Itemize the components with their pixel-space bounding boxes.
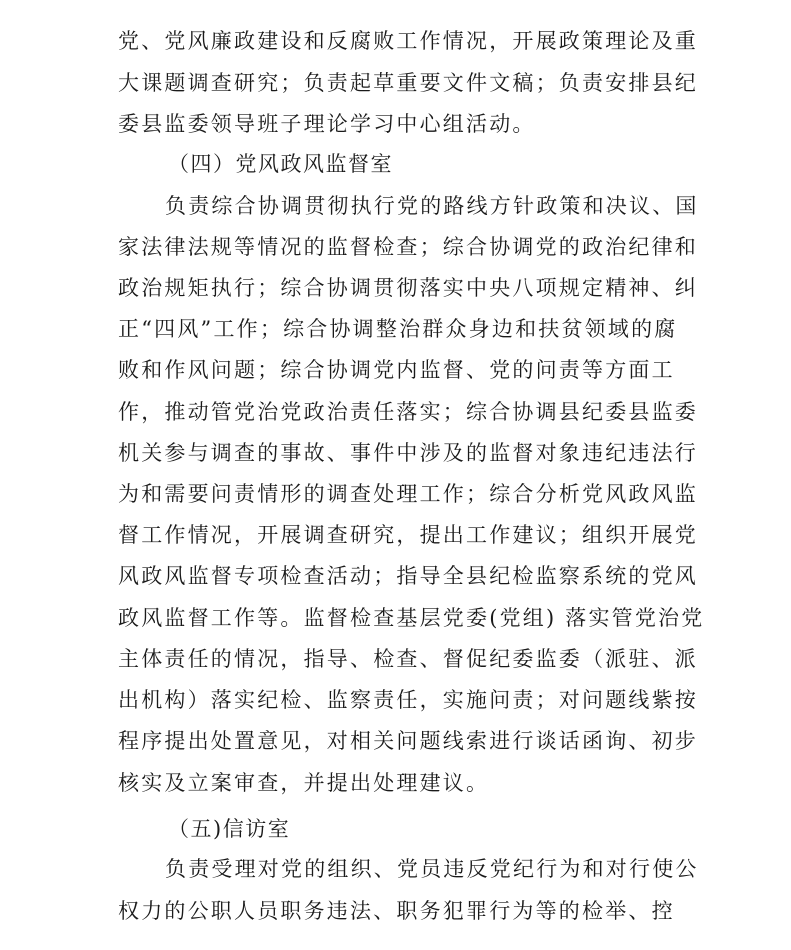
section-heading: （五)信访室 (168, 817, 291, 841)
paragraph-line: 政风监督工作等。监督检查基层党委(党组) 落实管党治党 (118, 606, 705, 630)
paragraph-line: 负责综合协调贯彻执行党的路线方针政策和决议、国 (165, 194, 699, 218)
paragraph-line: 主体责任的情况，指导、检查、督促纪委监委（派驻、派 (118, 647, 698, 671)
paragraph-line: 委县监委领导班子理论学习中心组活动。 (118, 112, 536, 136)
paragraph-line: 负责受理对党的组织、党员违反党纪行为和对行使公 (165, 857, 699, 881)
paragraph-line: 败和作风问题；综合协调党内监督、党的问责等方面工 (118, 358, 675, 382)
paragraph-line: 大课题调查研究；负责起草重要文件文稿；负责安排县纪 (118, 71, 698, 95)
paragraph-line: 党、党风廉政建设和反腐败工作情况，开展政策理论及重 (118, 29, 698, 53)
paragraph-line: 权力的公职人员职务违法、职务犯罪行为等的检举、控 (118, 899, 675, 923)
paragraph-line: 正“四风”工作；综合协调整治群众身边和扶贫领域的腐 (118, 317, 678, 341)
paragraph-line: 政治规矩执行；综合协调贯彻落实中央八项规定精神、纠 (118, 276, 698, 300)
paragraph-line: 家法律法规等情况的监督检查；综合协调党的政治纪律和 (118, 235, 698, 259)
paragraph-line: 督工作情况，开展调查研究，提出工作建议；组织开展党 (118, 523, 698, 547)
paragraph-line: 核实及立案审查，并提出处理建议。 (118, 771, 490, 795)
paragraph-line: 机关参与调查的事故、事件中涉及的监督对象违纪违法行 (118, 441, 698, 465)
paragraph-line: 为和需要问责情形的调查处理工作；综合分析党风政风监 (118, 482, 698, 506)
paragraph-line: 出机构）落实纪检、监察责任，实施问责；对问题线紫按 (118, 688, 698, 712)
section-heading: （四）党风政风监督室 (168, 152, 393, 176)
paragraph-line: 程序提出处置意见，对相关问题线索进行谈话函询、初步 (118, 729, 698, 753)
paragraph-line: 风政风监督专项检查活动；指导全县纪检监察系统的党风 (118, 564, 698, 588)
paragraph-line: 作，推动管党治党政治责任落实；综合协调县纪委县监委 (118, 400, 698, 424)
